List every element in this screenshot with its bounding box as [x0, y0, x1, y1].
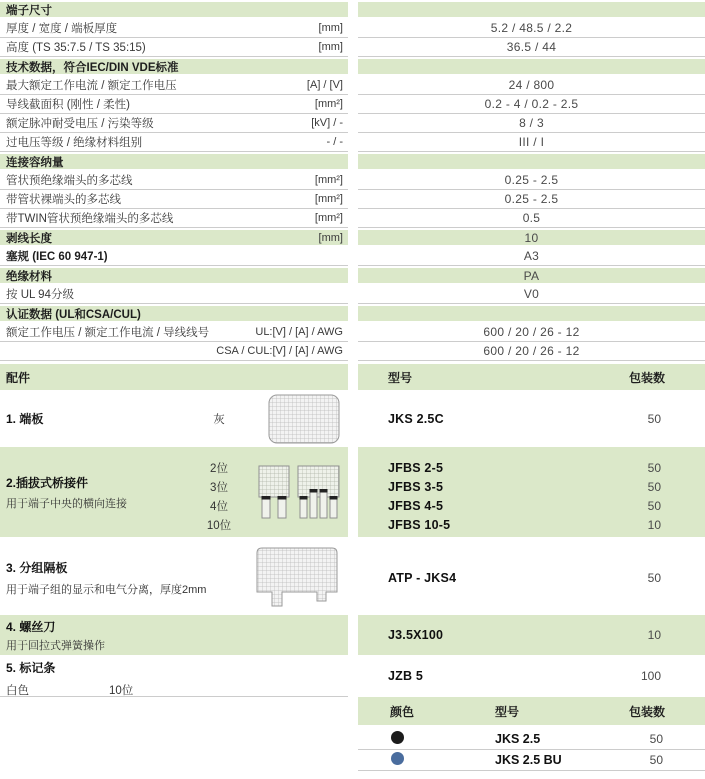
product-row [358, 515, 705, 534]
spec-value: 10 [524, 230, 539, 245]
section-header-dimensions [0, 2, 705, 17]
section-title: 剥线长度 [6, 232, 52, 245]
accessory-block-screwdriver [0, 615, 705, 655]
column-header-pack-qty: 包装数 [628, 370, 665, 385]
model-number: JFBS 3-5 [388, 479, 444, 494]
spec-unit: [mm²] [314, 193, 343, 205]
section-title: 连接容纳量 [6, 156, 64, 169]
model-number: JZB 5 [388, 669, 424, 683]
option-10pos: 10位 [206, 519, 232, 532]
color-dot-blue [391, 752, 404, 765]
section-header-insulation-material [0, 268, 705, 283]
product-row [358, 496, 705, 515]
accessories-title: 配件 [0, 364, 348, 390]
color-table-header [358, 697, 705, 725]
spec-value: 5.2 / 48.5 / 2.2 [490, 21, 573, 35]
option-4pos: 4位 [210, 500, 228, 513]
pack-qty: 50 [649, 753, 663, 767]
spec-label: 管状预绝缘端头的多芯线 [6, 175, 133, 187]
spec-value: V0 [523, 287, 540, 301]
model-number: JKS 2.5 BU [495, 753, 562, 767]
spec-row-ul94 [0, 285, 705, 304]
spec-unit: CSA / CUL:[V] / [A] / AWG [216, 345, 343, 357]
spec-label: 塞规 (IEC 60 947-1) [6, 251, 108, 263]
spec-unit: [mm] [318, 22, 343, 34]
end-plate-image [268, 394, 348, 444]
pack-qty: 10 [647, 628, 661, 642]
model-number: JFBS 4-5 [388, 498, 444, 513]
accessory-title: 3. 分组隔板 [6, 561, 68, 575]
spec-unit: [mm²] [314, 98, 343, 110]
spec-row-ul-rating [0, 323, 705, 342]
spec-unit: [mm] [318, 41, 343, 53]
accessory-title: 5. 标记条 [6, 661, 56, 675]
pack-qty: 100 [640, 669, 661, 683]
color-variant-table [358, 697, 705, 771]
spec-value: 8 / 3 [519, 116, 544, 130]
spec-label: 厚度 / 宽度 / 端板厚度 [6, 23, 118, 35]
spec-label: 过电压等级 / 绝缘材料组别 [6, 137, 143, 149]
column-header-model: 型号 [495, 704, 520, 719]
spec-value: 0.5 [522, 211, 541, 225]
pack-qty: 10 [647, 517, 661, 532]
accessory-description: 用于回拉式弹簧操作 [6, 639, 105, 652]
option-3pos: 3位 [210, 481, 228, 494]
spec-row-ferrule-bare [0, 190, 705, 209]
pack-qty: 50 [647, 479, 661, 494]
accessory-color-option: 白色 [6, 685, 29, 697]
column-header-pack-qty: 包装数 [628, 704, 665, 719]
spec-row-height [0, 38, 705, 57]
spec-label: 额定脉冲耐受电压 / 污染等级 [6, 118, 154, 130]
spec-unit: [kV] / - [311, 117, 343, 129]
accessory-block-marking-strip [0, 655, 705, 697]
column-header-model: 型号 [388, 370, 413, 385]
spec-label: 带TWIN管状预绝缘端头的多芯线 [6, 213, 174, 225]
spec-label: 带管状裸端头的多芯线 [6, 194, 121, 206]
model-number: J3.5X100 [388, 628, 444, 642]
section-title: 绝缘材料 [6, 270, 52, 283]
model-number: ATP - JKS4 [388, 571, 457, 585]
accessory-title: 2.插拔式桥接件 [6, 475, 89, 490]
spec-value: 24 / 800 [508, 78, 555, 92]
product-row [358, 669, 705, 683]
section-header-connection-capacity [0, 154, 705, 169]
separator-plate-image [254, 546, 348, 610]
accessory-title: 4. 螺丝刀 [6, 619, 56, 634]
spec-unit: [mm²] [314, 212, 343, 224]
accessories-header [0, 364, 705, 390]
spec-label: 导线截面积 (刚性 / 柔性) [6, 99, 130, 111]
accessory-description: 用于端子组的显示和电气分离，厚度2mm [6, 584, 207, 596]
spec-table [0, 2, 705, 361]
spec-row-impulse-voltage [0, 114, 705, 133]
spec-label: 额定工作电压 / 额定工作电流 / 导线线号 [6, 327, 210, 339]
spec-row-csa-rating [0, 342, 705, 361]
section-header-technical-data [0, 59, 705, 74]
accessory-position-option: 10位 [109, 685, 134, 697]
spec-value: 0.2 - 4 / 0.2 - 2.5 [484, 97, 579, 111]
accessory-title: 1. 端板 [6, 412, 44, 426]
product-row [358, 412, 705, 426]
bridge-connectors-image [258, 461, 348, 523]
spec-value: PA [523, 268, 540, 283]
model-number: JKS 2.5C [388, 411, 444, 426]
accessory-color-option: 灰 [213, 413, 225, 426]
spec-label: 最大额定工作电流 / 额定工作电压 [6, 80, 177, 92]
spec-row-ferrule-insulated [0, 171, 705, 190]
spec-row-rated-current-voltage [0, 76, 705, 95]
spec-row-gauge [0, 247, 705, 266]
model-number: JFBS 2-5 [388, 460, 444, 475]
product-row [358, 477, 705, 496]
section-title: 端子尺寸 [6, 4, 52, 17]
spec-unit: [A] / [V] [306, 79, 343, 91]
pack-qty: 50 [647, 460, 661, 475]
model-number: JFBS 10-5 [388, 517, 451, 532]
spec-value: 600 / 20 / 26 - 12 [483, 325, 580, 339]
spec-unit: [mm] [318, 231, 343, 244]
product-row [358, 571, 705, 585]
accessory-block-bridges [0, 447, 705, 537]
spec-value: 36.5 / 44 [506, 40, 557, 54]
spec-value: 600 / 20 / 26 - 12 [483, 344, 580, 358]
color-table-row [358, 750, 705, 771]
spec-unit: [mm²] [314, 174, 343, 186]
accessory-description: 用于端子中央的横向连接 [6, 497, 127, 510]
section-title: 认证数据 (UL和CSA/CUL) [6, 308, 141, 321]
spec-row-cross-section [0, 95, 705, 114]
section-header-strip-length [0, 230, 705, 245]
spec-row-overvoltage-category [0, 133, 705, 152]
spec-label: 按 UL 94分级 [6, 289, 74, 301]
spec-value: A3 [523, 249, 540, 263]
product-row [358, 458, 705, 477]
model-number: JKS 2.5 [495, 732, 541, 746]
pack-qty: 50 [647, 498, 661, 513]
spec-value: III / I [518, 135, 545, 149]
spec-unit: UL:[V] / [A] / AWG [255, 326, 343, 338]
column-header-color: 颜色 [390, 704, 415, 719]
spec-value: 0.25 - 2.5 [504, 192, 559, 206]
spec-unit: - / - [326, 136, 343, 148]
spec-value: 0.25 - 2.5 [504, 173, 559, 187]
pack-qty: 50 [649, 732, 663, 746]
accessory-block-end-plate [0, 390, 705, 447]
color-dot-black [391, 731, 404, 744]
spec-row-twin-ferrule [0, 209, 705, 228]
section-header-certification [0, 306, 705, 321]
color-table-row [358, 729, 705, 750]
spec-row-thickness [0, 19, 705, 38]
section-title: 技术数据，符合IEC/DIN VDE标准 [6, 61, 179, 74]
pack-qty: 50 [647, 571, 661, 585]
accessory-options [190, 449, 248, 536]
pack-qty: 50 [647, 411, 661, 426]
option-2pos: 2位 [210, 462, 228, 475]
accessory-block-separator [0, 543, 705, 613]
spec-label: 高度 (TS 35:7.5 / TS 35:15) [6, 42, 146, 54]
product-row [358, 628, 705, 642]
